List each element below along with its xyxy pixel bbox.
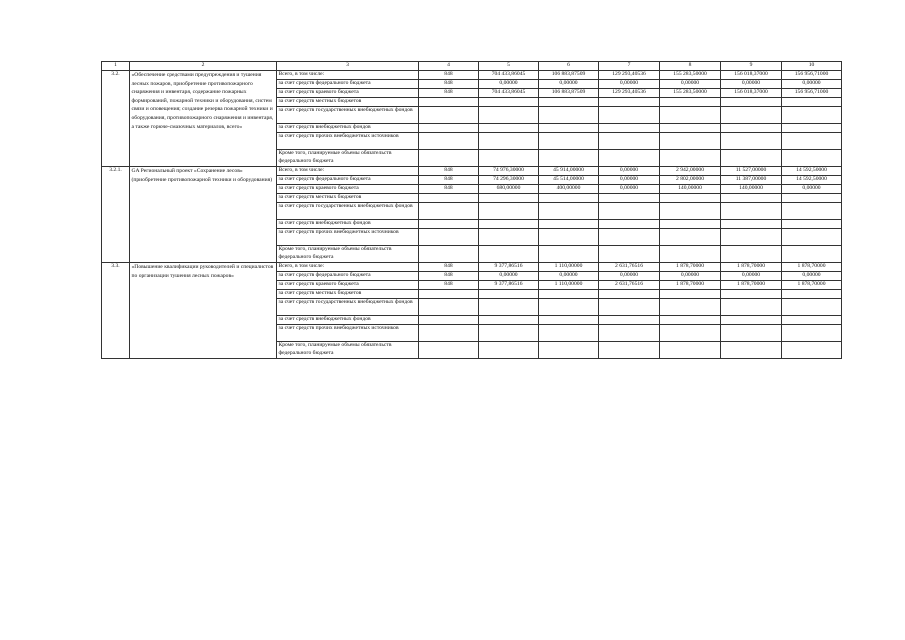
amount-cell: 704 433,86045 [479, 89, 539, 98]
amount-cell [539, 342, 599, 359]
header-cell: 10 [782, 62, 842, 71]
funding-source-label: за счет средств прочих внебюджетных источников [277, 133, 419, 150]
amount-cell [539, 203, 599, 220]
amount-cell [660, 325, 721, 342]
amount-cell: 0,00000 [782, 80, 842, 89]
amount-cell [782, 203, 842, 220]
amount-cell [599, 107, 660, 124]
amount-cell [721, 316, 782, 325]
amount-cell [479, 229, 539, 246]
amount-cell: 11 527,00000 [721, 167, 782, 176]
amount-cell: 0,00000 [599, 272, 660, 281]
budget-code [419, 316, 479, 325]
amount-cell [782, 220, 842, 229]
amount-cell: 74 296,30000 [479, 176, 539, 185]
amount-cell: 0,00000 [721, 272, 782, 281]
funding-source-label: за счет средств местных бюджетов [277, 194, 419, 203]
budget-code: 848 [419, 263, 479, 272]
amount-cell: 11 387,00000 [721, 176, 782, 185]
amount-cell: 2 631,76516 [599, 263, 660, 272]
amount-cell: 0,00000 [782, 185, 842, 194]
amount-cell [479, 107, 539, 124]
header-cell: 6 [539, 62, 599, 71]
amount-cell [479, 220, 539, 229]
amount-cell [599, 133, 660, 150]
funding-source-label: Всего, в том числе: [277, 167, 419, 176]
budget-code [419, 133, 479, 150]
amount-cell: 14 592,50000 [782, 176, 842, 185]
amount-cell: 1 878,70000 [721, 281, 782, 290]
amount-cell: 156 956,71000 [782, 71, 842, 80]
amount-cell [782, 133, 842, 150]
section-name: «Повышение квалификации руководителей и специалистов по организации тушения лесных пожаров» [130, 263, 277, 359]
header-cell: 2 [130, 62, 277, 71]
amount-cell [479, 246, 539, 263]
funding-source-label: за счет средств государственных внебюджетных фондов [277, 299, 419, 316]
budget-table [101, 61, 842, 359]
amount-cell [660, 107, 721, 124]
funding-source-label: за счет средств прочих внебюджетных источников [277, 229, 419, 246]
amount-cell [782, 316, 842, 325]
amount-cell: 0,00000 [660, 272, 721, 281]
amount-cell [599, 246, 660, 263]
amount-cell: 156 018,37000 [721, 71, 782, 80]
amount-cell: 0,00000 [599, 167, 660, 176]
section-name: «Обеспечение средствами предупреждения и тушения лесных пожаров, приобретение противопожарного снаряжения и инвентаря, содержание пожарных формирований, пожарной техники и оборудования, систем связи и оповещения; создание резерва пожарной техники и оборудования, противопожарного снаряжения и инвентаря, а также горюче-смазочных материалов, всего» [130, 71, 277, 167]
amount-cell [539, 98, 599, 107]
budget-code: 848 [419, 272, 479, 281]
funding-source-label: Кроме того, планируемые объемы обязательств федерального бюджета [277, 342, 419, 359]
amount-cell [660, 194, 721, 203]
table-body [102, 71, 842, 359]
section-number: 3.2. [102, 71, 130, 167]
amount-cell [782, 299, 842, 316]
budget-code [419, 98, 479, 107]
budget-code: 848 [419, 89, 479, 98]
budget-code [419, 203, 479, 220]
amount-cell [660, 203, 721, 220]
amount-cell [539, 107, 599, 124]
amount-cell [539, 246, 599, 263]
budget-code [419, 150, 479, 167]
amount-cell: 1 878,70000 [782, 263, 842, 272]
amount-cell [599, 98, 660, 107]
amount-cell [539, 290, 599, 299]
amount-cell [599, 203, 660, 220]
amount-cell [479, 203, 539, 220]
amount-cell [782, 124, 842, 133]
amount-cell [782, 150, 842, 167]
amount-cell: 0,00000 [660, 80, 721, 89]
header-cell: 1 [102, 62, 130, 71]
amount-cell [599, 220, 660, 229]
header-cell: 9 [721, 62, 782, 71]
funding-source-label: за счет средств федерального бюджета [277, 80, 419, 89]
amount-cell: 1 878,70000 [660, 281, 721, 290]
budget-code [419, 246, 479, 263]
amount-cell: 0,00000 [599, 80, 660, 89]
section-name: GA Региональный проект «Сохранение лесов» (приобретение противопожарной техники и оборудования) [130, 167, 277, 263]
amount-cell: 704 433,86045 [479, 71, 539, 80]
funding-source-label: за счет средств местных бюджетов [277, 98, 419, 107]
funding-source-label: за счет средств государственных внебюджетных фондов [277, 203, 419, 220]
amount-cell: 1 878,70000 [721, 263, 782, 272]
budget-code [419, 124, 479, 133]
amount-cell: 156 018,37000 [721, 89, 782, 98]
amount-cell [721, 290, 782, 299]
budget-code: 848 [419, 185, 479, 194]
amount-cell [782, 342, 842, 359]
budget-code: 848 [419, 80, 479, 89]
amount-cell: 9 377,86516 [479, 263, 539, 272]
amount-cell [539, 325, 599, 342]
funding-source-label: за счет средств краевого бюджета [277, 185, 419, 194]
amount-cell: 45 514,00000 [539, 176, 599, 185]
amount-cell [721, 194, 782, 203]
amount-cell: 0,00000 [782, 272, 842, 281]
amount-cell: 155 283,50000 [660, 71, 721, 80]
amount-cell [782, 229, 842, 246]
amount-cell: 0,00000 [539, 80, 599, 89]
table-row [102, 71, 842, 80]
funding-source-label: за счет средств внебюджетных фондов [277, 124, 419, 133]
amount-cell [539, 124, 599, 133]
table-row [102, 263, 842, 272]
header-cell: 4 [419, 62, 479, 71]
amount-cell [479, 342, 539, 359]
amount-cell [721, 124, 782, 133]
amount-cell: 74 976,30000 [479, 167, 539, 176]
amount-cell [539, 133, 599, 150]
funding-source-label: за счет средств внебюджетных фондов [277, 220, 419, 229]
amount-cell: 400,00000 [539, 185, 599, 194]
funding-source-label: Кроме того, планируемые объемы обязательств федерального бюджета [277, 246, 419, 263]
amount-cell [599, 325, 660, 342]
amount-cell [660, 124, 721, 133]
amount-cell [721, 246, 782, 263]
amount-cell [539, 316, 599, 325]
funding-source-label: за счет средств краевого бюджета [277, 281, 419, 290]
funding-source-label: за счет средств прочих внебюджетных источников [277, 325, 419, 342]
amount-cell: 156 956,71000 [782, 89, 842, 98]
amount-cell: 1 110,00000 [539, 263, 599, 272]
amount-cell: 0,00000 [599, 185, 660, 194]
amount-cell [721, 133, 782, 150]
amount-cell: 0,00000 [599, 176, 660, 185]
amount-cell [479, 325, 539, 342]
amount-cell: 9 377,86516 [479, 281, 539, 290]
table-row [102, 167, 842, 176]
amount-cell: 1 878,70000 [782, 281, 842, 290]
funding-source-label: Кроме того, планируемые объемы обязательств федерального бюджета [277, 150, 419, 167]
amount-cell [539, 299, 599, 316]
amount-cell: 1 110,00000 [539, 281, 599, 290]
amount-cell: 129 293,40536 [599, 89, 660, 98]
budget-code [419, 107, 479, 124]
amount-cell: 2 942,00000 [660, 167, 721, 176]
amount-cell [479, 299, 539, 316]
amount-cell: 106 883,87509 [539, 89, 599, 98]
header-row [102, 62, 842, 71]
amount-cell: 14 592,50000 [782, 167, 842, 176]
funding-source-label: Всего, в том числе: [277, 71, 419, 80]
amount-cell [479, 133, 539, 150]
amount-cell [660, 299, 721, 316]
funding-source-label: за счет средств федерального бюджета [277, 176, 419, 185]
amount-cell [539, 150, 599, 167]
amount-cell [599, 290, 660, 299]
amount-cell [479, 316, 539, 325]
amount-cell: 106 883,87509 [539, 71, 599, 80]
funding-source-label: за счет средств федерального бюджета [277, 272, 419, 281]
funding-source-label: за счет средств краевого бюджета [277, 89, 419, 98]
amount-cell [660, 220, 721, 229]
budget-code: 848 [419, 71, 479, 80]
amount-cell [721, 299, 782, 316]
amount-cell: 0,00000 [721, 80, 782, 89]
header-cell: 7 [599, 62, 660, 71]
amount-cell [660, 290, 721, 299]
amount-cell [782, 194, 842, 203]
funding-source-label: Всего, в том числе: [277, 263, 419, 272]
amount-cell: 155 283,50000 [660, 89, 721, 98]
amount-cell [660, 133, 721, 150]
budget-code [419, 299, 479, 316]
amount-cell [539, 194, 599, 203]
amount-cell [599, 342, 660, 359]
amount-cell [539, 220, 599, 229]
amount-cell [782, 98, 842, 107]
amount-cell [782, 107, 842, 124]
funding-source-label: за счет средств внебюджетных фондов [277, 316, 419, 325]
amount-cell [599, 299, 660, 316]
amount-cell [721, 325, 782, 342]
amount-cell: 2 802,00000 [660, 176, 721, 185]
amount-cell [782, 290, 842, 299]
amount-cell [599, 194, 660, 203]
amount-cell [660, 229, 721, 246]
budget-code [419, 229, 479, 246]
amount-cell [599, 229, 660, 246]
amount-cell: 1 878,70000 [660, 263, 721, 272]
amount-cell [721, 107, 782, 124]
header-cell: 3 [277, 62, 419, 71]
budget-code: 848 [419, 281, 479, 290]
budget-code: 848 [419, 167, 479, 176]
amount-cell: 0,00000 [539, 272, 599, 281]
amount-cell [660, 150, 721, 167]
budget-code: 848 [419, 176, 479, 185]
amount-cell [721, 150, 782, 167]
amount-cell [721, 342, 782, 359]
amount-cell: 45 914,00000 [539, 167, 599, 176]
budget-code [419, 220, 479, 229]
header-cell: 5 [479, 62, 539, 71]
amount-cell: 680,00000 [479, 185, 539, 194]
amount-cell [660, 98, 721, 107]
amount-cell: 0,00000 [479, 272, 539, 281]
amount-cell [599, 316, 660, 325]
funding-source-label: за счет средств государственных внебюджетных фондов [277, 107, 419, 124]
amount-cell [721, 203, 782, 220]
amount-cell [479, 98, 539, 107]
section-number: 3.3. [102, 263, 130, 359]
amount-cell [479, 290, 539, 299]
amount-cell: 0,00000 [479, 80, 539, 89]
amount-cell [479, 194, 539, 203]
budget-code [419, 342, 479, 359]
amount-cell [721, 229, 782, 246]
funding-source-label: за счет средств местных бюджетов [277, 290, 419, 299]
amount-cell [479, 124, 539, 133]
amount-cell [721, 98, 782, 107]
amount-cell: 129 293,40536 [599, 71, 660, 80]
amount-cell [599, 150, 660, 167]
section-number: 3.2.1. [102, 167, 130, 263]
amount-cell: 2 631,76516 [599, 281, 660, 290]
amount-cell [479, 150, 539, 167]
budget-code [419, 325, 479, 342]
amount-cell [782, 325, 842, 342]
amount-cell [539, 229, 599, 246]
header-cell: 8 [660, 62, 721, 71]
budget-code [419, 290, 479, 299]
amount-cell: 140,00000 [721, 185, 782, 194]
amount-cell [660, 316, 721, 325]
amount-cell: 140,00000 [660, 185, 721, 194]
amount-cell [782, 246, 842, 263]
amount-cell [660, 342, 721, 359]
budget-code [419, 194, 479, 203]
amount-cell [721, 220, 782, 229]
amount-cell [660, 246, 721, 263]
amount-cell [599, 124, 660, 133]
